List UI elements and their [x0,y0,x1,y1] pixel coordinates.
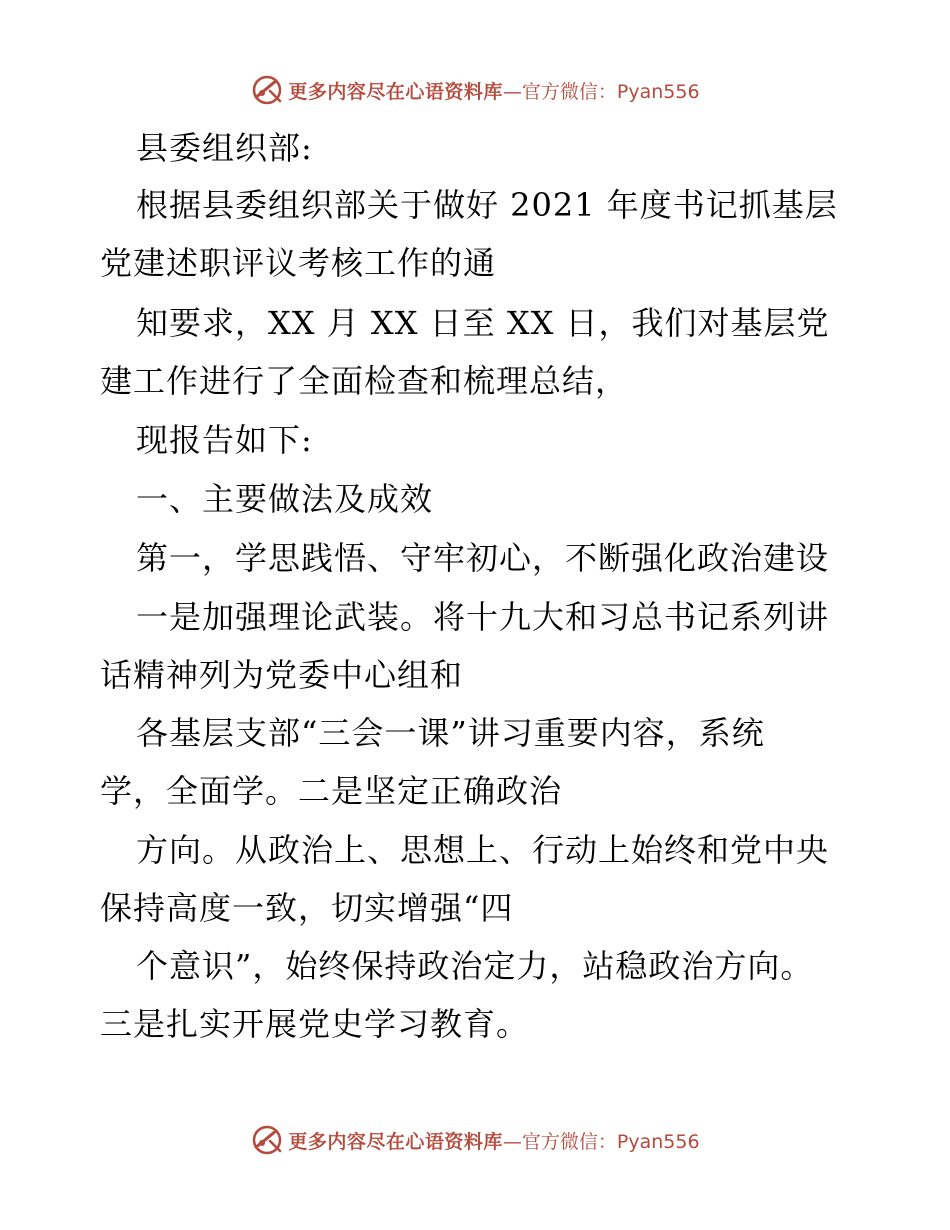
text-line-9: 一是加强理论武装。将十九大和习总书记系列讲 [136,598,830,636]
text-line-3: 党建述职评议考核工作的通 [100,244,497,282]
text-line-14: 保持高度一致，切实增强“四 [100,889,514,927]
text-line-10: 话精神列为党委中心组和 [100,656,464,694]
text-line-1: 县委组织部: [136,129,313,167]
text-line-8: 第一，学思践悟、守牢初心，不断强化政治建设 [136,539,830,577]
watermark-main-text: 更多内容尽在心语资料库 [288,1130,503,1153]
text-line-4: 知要求，XX 月 XX 日至 XX 日，我们对基层党 [136,304,830,342]
text-line-16: 三是扎实开展党史学习教育。 [100,1005,530,1043]
watermark-sub-text: —官方微信：Pyan556 [502,80,700,103]
pen-logo-icon [250,1123,284,1157]
text-line-2: 根据县委组织部关于做好 2021 年度书记抓基层 [136,186,838,224]
footer-watermark [0,1120,950,1160]
section-heading: 一、主要做法及成效 [136,480,434,518]
pen-logo-icon [250,73,284,107]
text-line-5: 建工作进行了全面检查和梳理总结， [100,362,629,400]
text-line-13: 方向。从政治上、思想上、行动上始终和党中央 [136,831,830,869]
header-watermark [0,70,950,110]
text-line-12: 学，全面学。二是坚定正确政治 [100,772,563,810]
watermark-main-text: 更多内容尽在心语资料库 [288,80,503,103]
text-line-15: 个意识”，始终保持政治定力，站稳政治方向。 [136,947,814,985]
text-line-11: 各基层支部“三会一课”讲习重要内容，系统 [136,714,765,752]
text-line-6: 现报告如下: [136,421,313,459]
watermark-sub-text: —官方微信：Pyan556 [502,1130,700,1153]
